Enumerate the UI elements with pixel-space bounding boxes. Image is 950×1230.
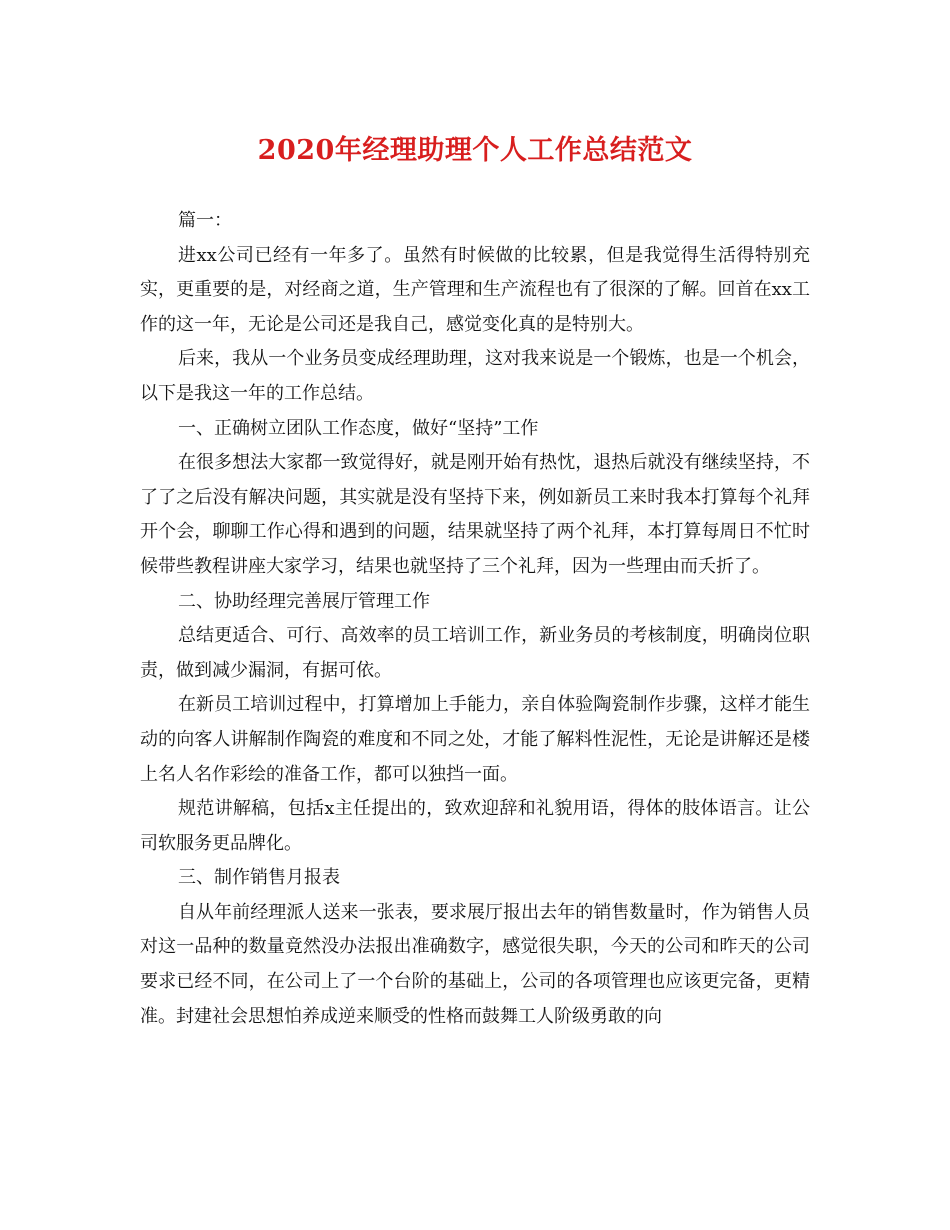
paragraph: 后来，我从一个业务员变成经理助理，这对我来说是一个锻炼，也是一个机会，以下是我这一年的工作总结。 <box>140 348 810 404</box>
paragraph: 篇一： <box>178 210 232 231</box>
document-body <box>140 204 810 1034</box>
section-heading: 一、正确树立团队工作态度，做好“坚持”工作 <box>178 417 539 439</box>
section-heading: 二、协助经理完善展厅管理工作 <box>178 590 430 612</box>
paragraph: 在很多想法大家都一致觉得好，就是刚开始有热忱，退热后就没有继续坚持，不了了之后没有解决问题，其实就是没有坚持下来，例如新员工来时我本打算每个礼拜开个会，聊聊工作心得和遇到的问题，结果就坚持了两个礼拜，本打算每周日不忙时候带些教程讲座大家学习，结果也就坚持了三个礼拜，因为一些理由而夭折了。 <box>140 452 810 577</box>
section-heading: 三、制作销售月报表 <box>178 867 340 889</box>
document-title: 2020年经理助理个人工作总结范文 <box>257 135 693 166</box>
paragraph: 总结更适合、可行、高效率的员工培训工作，新业务员的考核制度，明确岗位职责，做到减少漏洞，有据可依。 <box>140 625 810 681</box>
paragraph: 进xx公司已经有一年多了。虽然有时候做的比较累，但是我觉得生活得特别充实，更重要的是，对经商之道，生产管理和生产流程也有了很深的了解。回首在xx工作的这一年，无论是公司还是我自己，感觉变化真的是特别大。 <box>140 244 810 335</box>
paragraph: 在新员工培训过程中，打算增加上手能力，亲自体验陶瓷制作步骤，这样才能生动的向客人讲解制作陶瓷的难度和不同之处，才能了解料性泥性，无论是讲解还是楼上名人名作彩绘的准备工作，都可以独挡一面。 <box>140 694 810 785</box>
paragraph: 自从年前经理派人送来一张表，要求展厅报出去年的销售数量时，作为销售人员对这一品种的数量竟然没办法报出准确数字，感觉很失职，今天的公司和昨天的公司要求已经不同，在公司上了一个台阶的基础上，公司的各项管理也应该更完备，更精准。封建社会思想怕养成逆来顺受的性格而鼓舞工人阶级勇敢的向 <box>140 901 810 1027</box>
paragraph: 规范讲解稿，包括x主任提出的，致欢迎辞和礼貌用语，得体的肢体语言。让公司软服务更品牌化。 <box>140 798 810 854</box>
